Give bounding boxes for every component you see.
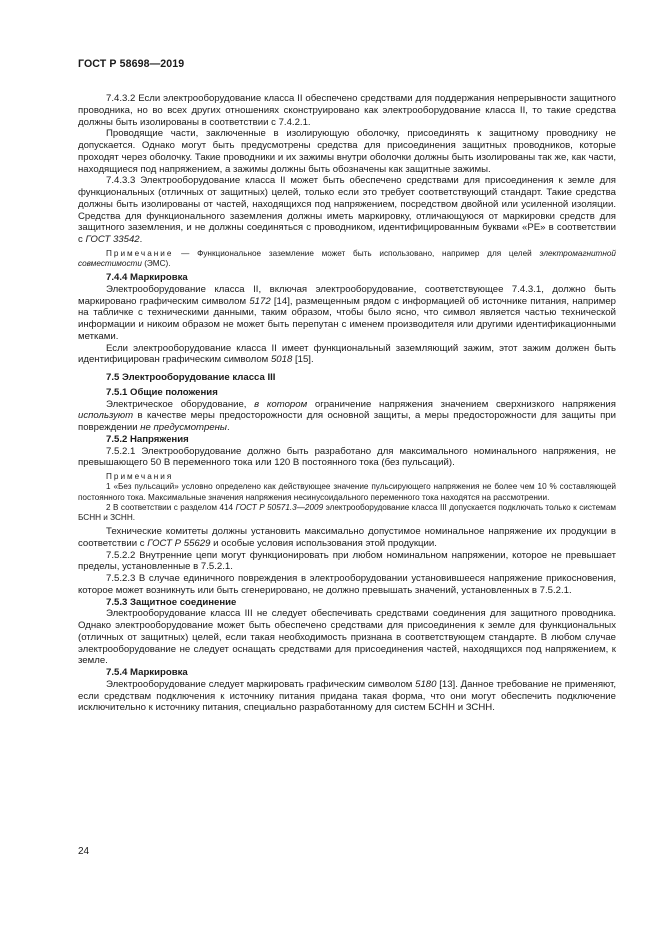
paragraph-tech-committees: Технические комитеты должны установить максимально допустимое номинальное напряжение их продукции в соответствии с ГОСТ Р 55629 и особые условия использования этой продукции. (78, 526, 616, 549)
note-label: Примечание (106, 248, 174, 258)
paragraph-7-5-2-3: 7.5.2.3 В случае единичного повреждения в электрооборудовании установившееся напряжение прикосновения, которое может возникнуть или быть сгенерировано, не должно превышать значений, установленных в 7.5.2.1. (78, 573, 616, 596)
paragraph-protective-connection: Электрооборудование класса III не следует обеспечивать средствами соединения для защитного проводника. Однако электрооборудование может быть обеспечено средствами для присоединения к земле для функциональных (отличных от защитных) целей, если такая необходимость признана в соответствующем стандарте. В любом случае электрооборудование не следует оснащать средствами для присоединения частей, находящихся под напряжением, к земле. (78, 608, 616, 667)
page-number: 24 (78, 846, 90, 857)
paragraph-marking-class-ii: Электрооборудование класса II, включая электрооборудование, соответствующее 7.4.3.1, должно быть маркировано графическим символом 5172 [14], размещенным рядом с информацией об источнике питания, например на табличке с техническими данными, таким образом, чтобы было ясно, что символ является частью технической информации и никоим образом не может быть перепутан с именем производителя или другими идентификационными метками. (78, 283, 616, 342)
paragraph-7-4-3-2: 7.4.3.2 Если электрооборудование класса II обеспечено средствами для поддержания непрерывности защитного проводника, но во всех других отношениях сконструировано как электрооборудование класса II, то такие средства должны быть изолированы в соответствии с 7.4.2.1. (78, 93, 616, 128)
paragraph-7-5-2-2: 7.5.2.2 Внутренние цепи могут функционировать при любом номинальном напряжении, которое не превышает пределы, установленные в 7.5.2.1. (78, 549, 616, 573)
bibliography-ref: [14] (270, 295, 290, 307)
paragraph-7-5-2-1: 7.5.2.1 Электрооборудование должно быть разработано для максимального номинального напряжения, не превышающего 50 В переменного тока или 120 В постоянного тока (без пульсаций). (78, 445, 616, 469)
heading-7-5-3: 7.5.3 Защитное соединение (106, 596, 237, 608)
note-2-class-iii: 2 В соответствии с разделом 414 ГОСТ Р 50571.3—2009 электрооборудование класса III допускается подключать только к системам БСНН и ЗСНН. (78, 502, 616, 522)
bibliography-ref: [13] (436, 678, 456, 690)
heading-7-5-4: 7.5.4 Маркировка (106, 667, 188, 679)
symbol-ref: 5172 (249, 295, 271, 307)
paragraph-general: Электрическое оборудование, в котором ограничение напряжения значением сверхнизкого напряжения используют в качестве меры предосторожности для основной защиты, а меры предосторожности для защиты при повреждении не предусмотрены. (78, 398, 616, 434)
paragraph-conductive-parts: Проводящие части, заключенные в изолирующую оболочку, присоединять к защитному проводнику не допускается. Однако могут быть предусмотрены средства для присоединения защитных проводников, которые проходят через оболочку. Такие проводники и их зажимы внутри оболочки должны быть изолированы так же, как части, находящиеся под напряжением, а зажимы должны быть обозначены как защитные зажимы. (78, 128, 616, 175)
notes-label: Примечания (106, 472, 174, 482)
document-header: ГОСТ Р 58698—2019 (78, 58, 185, 70)
heading-7-4-4: 7.4.4 Маркировка (106, 272, 188, 284)
heading-7-5-1: 7.5.1 Общие положения (106, 386, 218, 398)
paragraph-marking-class-iii: Электрооборудование следует маркировать графическим символом 5180 [13]. Данное требование не применяют, если средствам подключения к источнику питания придана такая форма, что они могут обеспечить подключение исключительно к источнику питания, специально разработанному для систем БСНН и ЗСНН. (78, 678, 616, 714)
bibliography-ref: [15] (292, 354, 311, 366)
heading-7-5: 7.5 Электрооборудование класса III (106, 372, 276, 384)
document-body (78, 93, 616, 714)
note-1-ripple: 1 «Без пульсаций» условно определено как действующее значение пульсирующего напряжения не более чем 10 % составляющей постоянного тока. Максимальные значения напряжения несинусоидального переменного тока находятся на рассмотрении. (78, 482, 616, 502)
paragraph-7-4-3-3: 7.4.3.3 Электрооборудование класса II может быть обеспечено средствами для присоединения к земле для функциональных (отличных от защитных) целей, только если это требует соответствующий стандарт. Такие средства должны быть изолированы от частей, находящихся под напряжением, посредством двойной или усиленной изоляции. Средства для функционального заземления должны иметь маркировку, отличающуюся от маркировки средств для защитного заземления, и не должны соединяться с проводником, идентифицированным буквами «PE» в соответствии с ГОСТ 33542. (78, 175, 616, 245)
standard-ref: ГОСТ 33542 (85, 234, 140, 245)
standard-ref: ГОСТ Р 55629 (147, 537, 211, 549)
paragraph-functional-terminal: Если электрооборудование класса II имеет функциональный заземляющий зажим, этот зажим должен быть идентифицирован графическим символом 5018 [15]. (78, 342, 616, 366)
symbol-ref: 5018 (270, 354, 293, 366)
heading-7-5-2: 7.5.2 Напряжения (106, 433, 189, 445)
standard-ref: ГОСТ Р 50571.3—2009 (235, 502, 324, 512)
symbol-ref: 5180 (415, 678, 437, 690)
note-functional-earthing: Примечание — Функциональное заземление может быть использовано, например для целей электромагнитной совместимости (ЭМС). (78, 248, 616, 268)
